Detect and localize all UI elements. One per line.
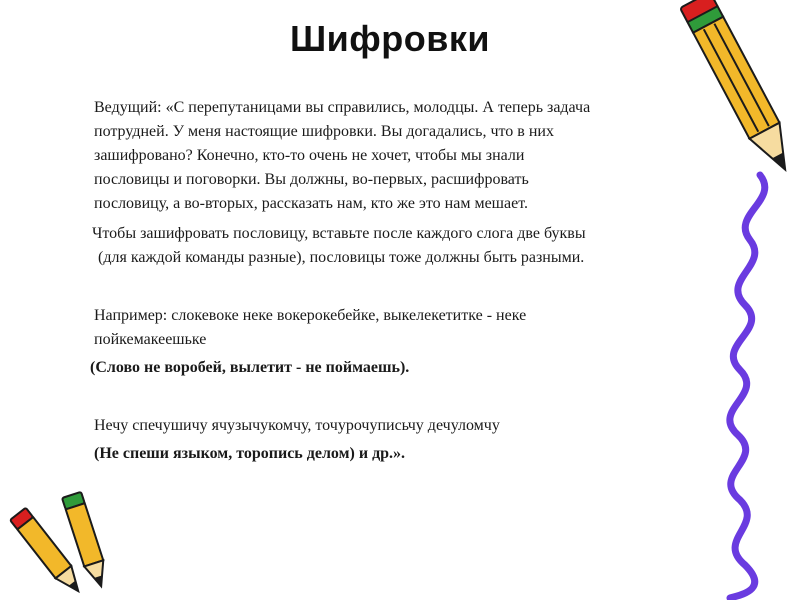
squiggle-decoration bbox=[690, 170, 800, 600]
intro-line: пословицу, а во-вторых, рассказать нам, кто же это нам мешает. bbox=[94, 195, 528, 212]
example-paragraph bbox=[94, 304, 526, 352]
example-answer: (Слово не воробей, вылетит - не поймаешь). bbox=[90, 359, 410, 376]
pencils-illustration bbox=[0, 480, 140, 600]
example-line: пойкемакеешьке bbox=[94, 331, 207, 348]
intro-line: зашифровано? Конечно, кто-то очень не хочет, чтобы мы знали bbox=[94, 147, 525, 164]
intro-line: потрудней. У меня настоящие шифровки. Вы догадались, что в них bbox=[94, 123, 554, 140]
intro-line: пословицы и поговорки. Вы должны, во-первых, расшифровать bbox=[94, 171, 529, 188]
instruction-paragraph bbox=[92, 222, 586, 270]
instruction-line: (для каждой команды разные), пословицы тоже должны быть разными. bbox=[98, 249, 585, 266]
intro-paragraph bbox=[94, 96, 590, 216]
example2-cipher: Нечу спечушичу ячузычукомчу, точурочуписьчу дечуломчу bbox=[94, 417, 500, 434]
example-line: Например: слокевоке неке вокерокебейке, выкелекетитке - неке bbox=[94, 307, 527, 324]
intro-line: Ведущий: «С перепутаницами вы справились, молодцы. А теперь задача bbox=[94, 99, 591, 116]
page-title: Шифровки bbox=[289, 18, 491, 59]
instruction-line: Чтобы зашифровать пословицу, вставьте после каждого слога две буквы bbox=[92, 225, 586, 242]
example2-answer: (Не спеши языком, торопись делом) и др.». bbox=[94, 445, 406, 462]
